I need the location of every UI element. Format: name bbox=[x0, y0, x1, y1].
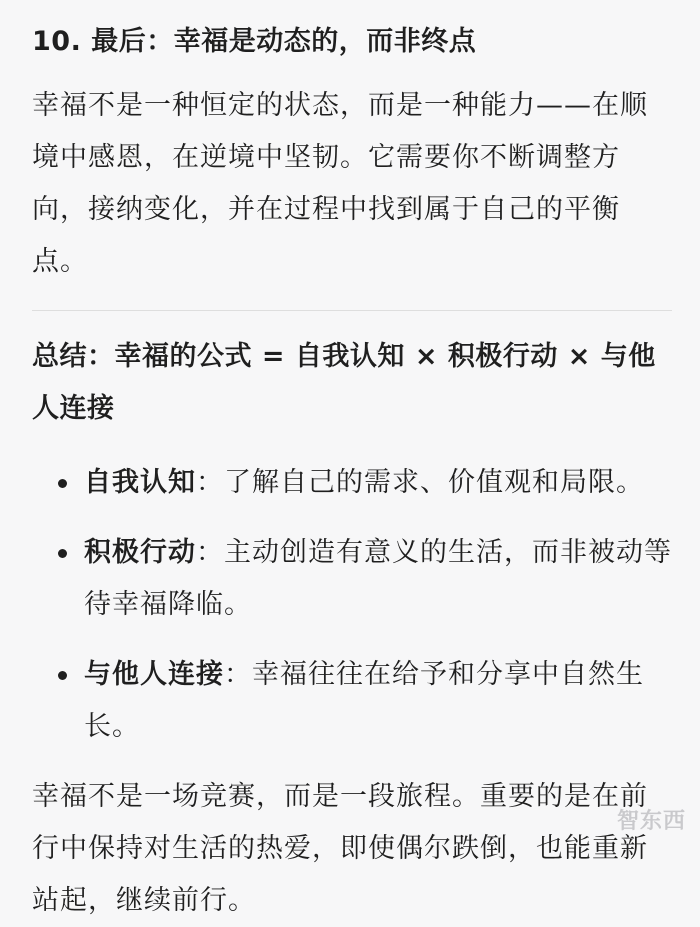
intro-paragraph: 幸福不是一种恒定的状态，而是一种能力——在顺境中感恩，在逆境中坚韧。它需要你不断调整方向，接纳变化，并在过程中找到属于自己的平衡点。 bbox=[32, 90, 648, 277]
bullet-dot-icon bbox=[58, 671, 67, 680]
bullet-term: 与他人连接 bbox=[84, 659, 224, 690]
summary-heading: 总结：幸福的公式 = 自我认知 × 积极行动 × 与他人连接 bbox=[32, 341, 656, 424]
list-item bbox=[32, 649, 672, 753]
closing-paragraph: 幸福不是一场竞赛，而是一段旅程。重要的是在前行中保持对生活的热爱，即使偶尔跌倒，也能重新站起，继续前行。 bbox=[32, 781, 648, 916]
bullet-term: 积极行动 bbox=[84, 537, 196, 568]
list-item bbox=[32, 457, 672, 509]
bullet-dot-icon bbox=[58, 549, 67, 558]
message-content bbox=[32, 0, 672, 927]
section-heading: 10. 最后：幸福是动态的，而非终点 bbox=[32, 26, 477, 57]
bullet-list bbox=[32, 457, 672, 753]
bullet-text: ：幸福往往在给予和分享中自然生长。 bbox=[84, 659, 644, 742]
bullet-text: ：了解自己的需求、价值观和局限。 bbox=[196, 467, 644, 498]
divider bbox=[32, 310, 672, 311]
bullet-term: 自我认知 bbox=[84, 467, 196, 498]
list-item bbox=[32, 527, 672, 631]
bullet-dot-icon bbox=[58, 479, 67, 488]
watermark-logo: 智东西 bbox=[616, 809, 686, 834]
bullet-text: ：主动创造有意义的生活，而非被动等待幸福降临。 bbox=[84, 537, 672, 620]
